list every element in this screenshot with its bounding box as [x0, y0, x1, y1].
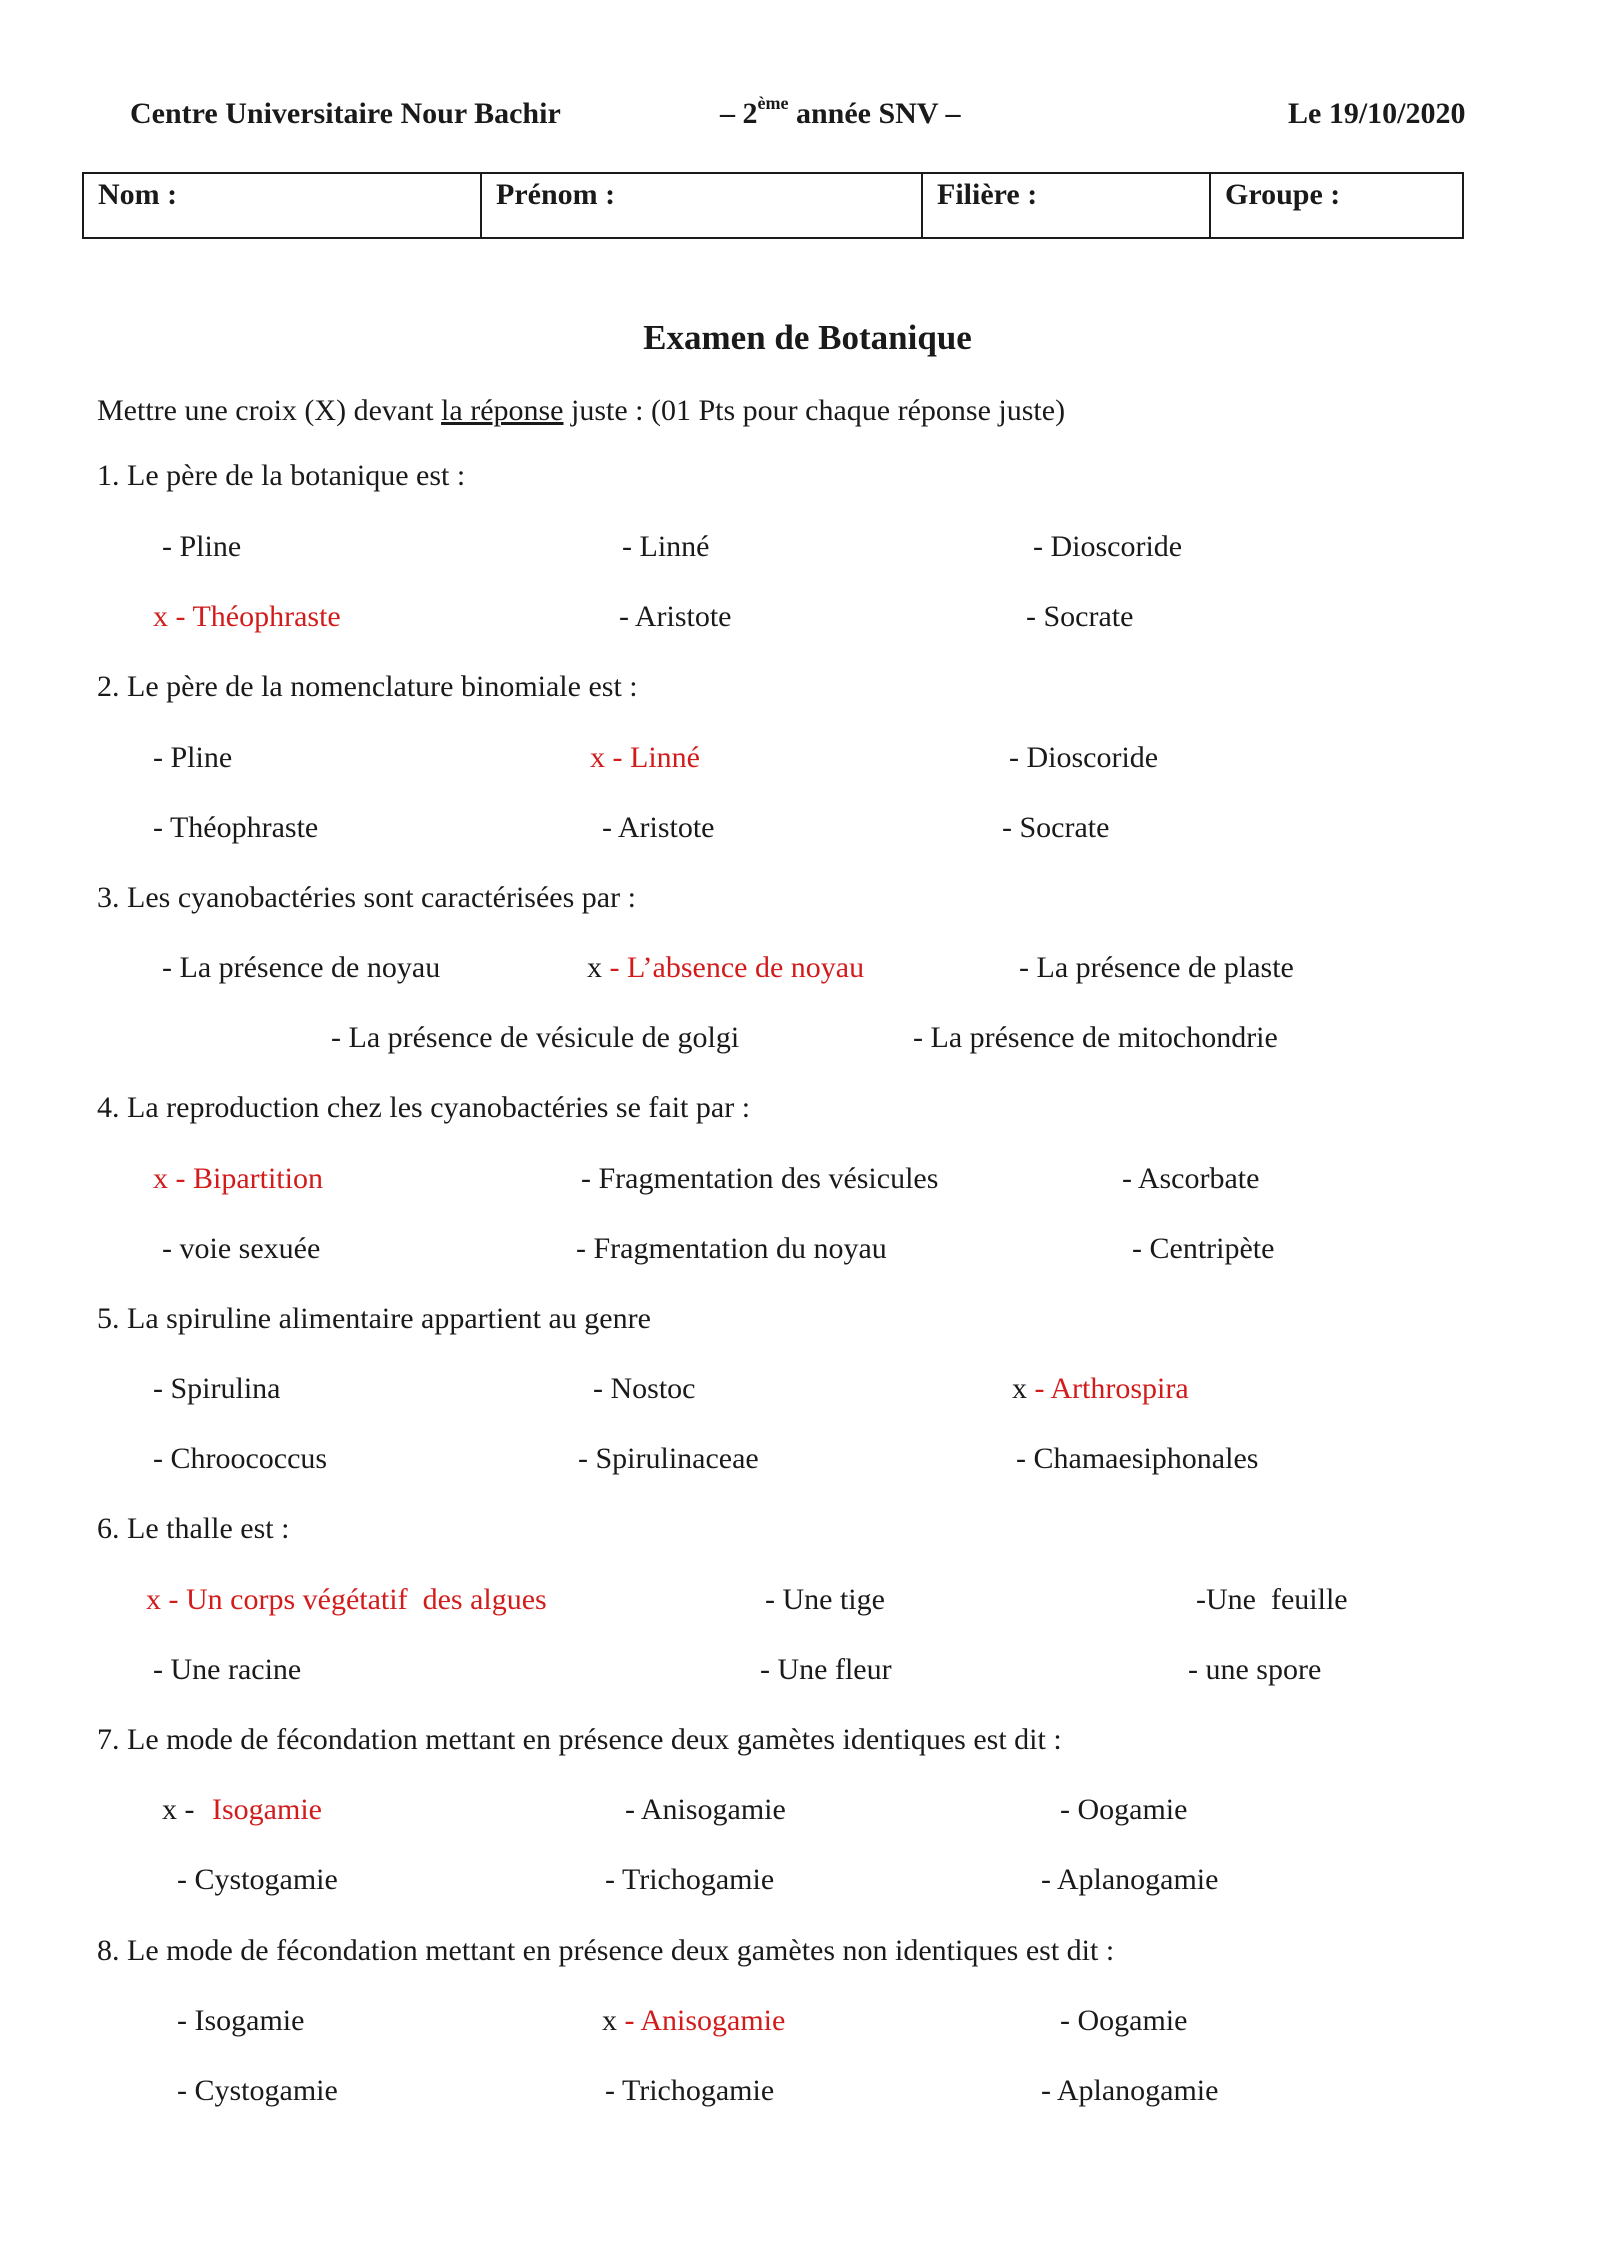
- q2-option-socrate[interactable]: - Socrate: [1002, 811, 1110, 844]
- q4-option-fragmentation-vesicules[interactable]: - Fragmentation des vésicules: [581, 1162, 939, 1195]
- question-1: 1. Le père de la botanique est :: [97, 459, 466, 492]
- q5-option-nostoc[interactable]: - Nostoc: [593, 1372, 696, 1405]
- groupe-field[interactable]: Groupe :: [1210, 173, 1463, 238]
- q7-mark: x -: [162, 1793, 202, 1826]
- q3-option-absence-noyau[interactable]: [587, 951, 864, 985]
- prenom-field[interactable]: Prénom :: [481, 173, 922, 238]
- class-year-prefix: – 2: [720, 97, 758, 130]
- exam-date: Le 19/10/2020: [1288, 97, 1466, 130]
- q2-option-theophraste[interactable]: - Théophraste: [153, 811, 319, 844]
- q7-option-anisogamie[interactable]: - Anisogamie: [625, 1793, 786, 1826]
- q3-option-presence-plaste[interactable]: - La présence de plaste: [1019, 951, 1294, 984]
- class-year-sup: ème: [757, 93, 789, 113]
- q2-option-pline[interactable]: - Pline: [153, 741, 233, 774]
- q8-answer-label: - Anisogamie: [624, 2004, 786, 2037]
- question-3: 3. Les cyanobactéries sont caractérisées par :: [97, 881, 636, 914]
- q5-answer-label: - Arthrospira: [1034, 1372, 1189, 1405]
- q6-option-spore[interactable]: - une spore: [1188, 1653, 1322, 1686]
- exam-title: Examen de Botanique: [643, 318, 972, 357]
- q6-option-racine[interactable]: - Une racine: [153, 1653, 302, 1686]
- student-info-table: [82, 172, 1464, 239]
- q4-option-bipartition[interactable]: x - Bipartition: [153, 1162, 323, 1195]
- q2-option-linne[interactable]: x - Linné: [590, 741, 700, 774]
- q8-option-aplanogamie[interactable]: - Aplanogamie: [1041, 2074, 1219, 2107]
- q4-option-ascorbate[interactable]: - Ascorbate: [1122, 1162, 1260, 1195]
- q6-option-tige[interactable]: - Une tige: [765, 1583, 885, 1616]
- class-year: [720, 93, 961, 131]
- q7-option-isogamie[interactable]: [162, 1793, 322, 1827]
- question-5: 5. La spiruline alimentaire appartient au genre: [97, 1302, 651, 1335]
- q1-option-linne[interactable]: - Linné: [622, 530, 710, 563]
- q3-answer-label: - L’absence de noyau: [609, 951, 865, 984]
- q7-answer-label: Isogamie: [212, 1793, 322, 1826]
- question-6: 6. Le thalle est :: [97, 1512, 290, 1545]
- q4-option-fragmentation-noyau[interactable]: - Fragmentation du noyau: [576, 1232, 887, 1265]
- q7-option-aplanogamie[interactable]: - Aplanogamie: [1041, 1863, 1219, 1896]
- q8-option-cystogamie[interactable]: - Cystogamie: [177, 2074, 338, 2107]
- nom-field[interactable]: Nom :: [83, 173, 481, 238]
- q2-option-aristote[interactable]: - Aristote: [602, 811, 715, 844]
- q5-option-chroococcus[interactable]: - Chroococcus: [153, 1442, 328, 1475]
- q7-option-trichogamie[interactable]: - Trichogamie: [605, 1863, 775, 1896]
- filiere-field[interactable]: Filière :: [922, 173, 1210, 238]
- q1-option-dioscoride[interactable]: - Dioscoride: [1033, 530, 1183, 563]
- q4-option-centripete[interactable]: - Centripète: [1132, 1232, 1275, 1265]
- q1-option-aristote[interactable]: - Aristote: [619, 600, 732, 633]
- q7-option-cystogamie[interactable]: - Cystogamie: [177, 1863, 338, 1896]
- question-2: 2. Le père de la nomenclature binomiale est :: [97, 670, 638, 703]
- q8-mark: x: [602, 2004, 625, 2037]
- instruction: [97, 394, 1065, 428]
- q5-option-spirulina[interactable]: - Spirulina: [153, 1372, 281, 1405]
- q1-option-pline[interactable]: - Pline: [162, 530, 242, 563]
- question-4: 4. La reproduction chez les cyanobactéries se fait par :: [97, 1091, 751, 1124]
- instruction-underlined: la réponse: [441, 394, 564, 427]
- q1-option-socrate[interactable]: - Socrate: [1026, 600, 1134, 633]
- q1-option-theophraste[interactable]: x - Théophraste: [153, 600, 341, 633]
- q8-option-anisogamie[interactable]: [602, 2004, 785, 2038]
- q6-option-fleur[interactable]: - Une fleur: [760, 1653, 892, 1686]
- q4-option-voie-sexuee[interactable]: - voie sexuée: [162, 1232, 321, 1265]
- q8-option-oogamie[interactable]: - Oogamie: [1060, 2004, 1188, 2037]
- q7-option-oogamie[interactable]: - Oogamie: [1060, 1793, 1188, 1826]
- q5-option-chamaesiphonales[interactable]: - Chamaesiphonales: [1016, 1442, 1259, 1475]
- q6-option-corps-vegetatif[interactable]: x - Un corps végétatif des algues: [146, 1583, 547, 1616]
- q5-option-spirulinaceae[interactable]: - Spirulinaceae: [578, 1442, 759, 1475]
- q3-mark: x: [587, 951, 610, 984]
- instruction-after: juste : (01 Pts pour chaque réponse juste): [563, 394, 1066, 427]
- q3-option-vesicule-golgi[interactable]: - La présence de vésicule de golgi: [331, 1021, 740, 1054]
- q8-option-isogamie[interactable]: - Isogamie: [177, 2004, 305, 2037]
- question-8: 8. Le mode de fécondation mettant en présence deux gamètes non identiques est dit :: [97, 1934, 1115, 1967]
- q8-option-trichogamie[interactable]: - Trichogamie: [605, 2074, 775, 2107]
- institution-name: Centre Universitaire Nour Bachir: [130, 97, 561, 130]
- question-7: 7. Le mode de fécondation mettant en présence deux gamètes identiques est dit :: [97, 1723, 1062, 1756]
- q3-option-mitochondrie[interactable]: - La présence de mitochondrie: [913, 1021, 1278, 1054]
- class-year-suffix: année SNV –: [788, 97, 961, 130]
- q6-option-feuille[interactable]: -Une feuille: [1196, 1583, 1348, 1616]
- q5-option-arthrospira[interactable]: [1012, 1372, 1189, 1406]
- instruction-before: Mettre une croix (X) devant: [97, 394, 442, 427]
- q5-mark: x: [1012, 1372, 1035, 1405]
- q3-option-presence-noyau[interactable]: - La présence de noyau: [162, 951, 441, 984]
- q2-option-dioscoride[interactable]: - Dioscoride: [1009, 741, 1159, 774]
